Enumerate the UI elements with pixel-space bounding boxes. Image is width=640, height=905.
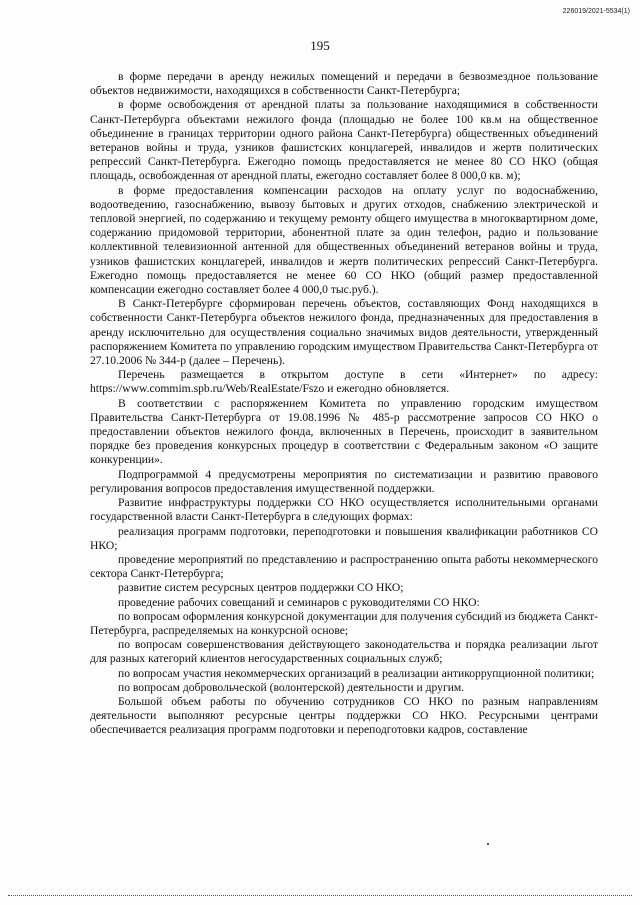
paragraph: в форме передачи в аренду нежилых помещений и передачи в безвозмездное пользование объектов недвижимости, находящихся в собственности Санкт-Петербурга; [90, 70, 598, 98]
footer-rule [8, 895, 632, 897]
paragraph: проведение мероприятий по представлению и распространению опыта работы некоммерческого сектора Санкт-Петербурга; [90, 552, 598, 581]
paragraph: в форме предоставления компенсации расходов на оплату услуг по водоснабжению, водоотведению, газоснабжению, вывозу бытовых и других отходов, снабжению электрической и тепловой энергией, по содержанию и текущему ремонту общего имущества в многоквартирном доме, содержанию придомовой территории, абонентной плате за один телефон, радио и пользование коллективной телевизионной антенной для общественных объединений ветеранов войны и труда, узников фашистских концлагерей, инвалидов и жертв политических репрессий Санкт-Петербурга. Ежегодно помощь предоставляется не менее 60 СО НКО (общий размер предоставленной компенсации ежегодно составляет более 4 000,0 тыс.руб.). [90, 183, 598, 297]
paragraph: по вопросам оформления конкурсной документации для получения субсидий из бюджета Санкт-Петербурга, распределяемых на конкурсной основе; [90, 609, 598, 637]
paragraph: проведение рабочих совещаний и семинаров с руководителями СО НКО: [118, 595, 480, 609]
page-number: 195 [310, 38, 330, 53]
paragraph: развитие систем ресурсных центров поддержки СО НКО; [118, 581, 404, 595]
paragraph: в форме освобождения от арендной платы за пользование находящимися в собственности Санкт-Петербурга объектами нежилого фонда (площадью не более 100 кв.м на общественное объединение в границах территории одного района Санкт-Петербурга) общественных объединений ветеранов войны и труда, узников фашистских концлагерей, инвалидов и жертв политических репрессий Санкт-Петербурга. Ежегодно помощь предоставляется не менее 80 СО НКО (общая площадь, освобожденная от арендной платы, ежегодно составляет более 8 000,0 кв. м); [90, 98, 598, 183]
paragraph: по вопросам участия некоммерческих организаций в реализации антикоррупционной политики; [118, 666, 595, 680]
paragraph: Подпрограммой 4 предусмотрены мероприятия по систематизации и развитию правового регулирования вопросов предоставления имущественной поддержки. [90, 467, 598, 495]
paragraph: В соответствии с распоряжением Комитета по управлению городским имуществом Правительства Санкт-Петербурга от 19.08.1996 № 485-р рассмотрение запросов СО НКО о предоставлении объектов нежилого фонда, включенных в Перечень, происходит в заявительном порядке без проведения конкурсных процедур в соответствии с Федеральным законом «О защите конкуренции». [90, 396, 598, 467]
document-id: 226019/2021-5534(1) [562, 8, 630, 15]
paragraph: Развитие инфраструктуры поддержки СО НКО осуществляется исполнительными органами государственной власти Санкт-Петербурга в следующих формах: [90, 496, 598, 524]
paragraph: В Санкт-Петербурге сформирован перечень объектов, составляющих Фонд находящихся в собственности Санкт-Петербурга объектов нежилого фонда, предназначенных для предоставления в аренду исключительно для осуществления социально значимых видов деятельности, утвержденный распоряжением Комитета по управлению городским имуществом Правительства Санкт-Петербурга от 27.10.2006 № 344-р (далее – Перечень). [90, 297, 598, 368]
body-text [90, 70, 598, 738]
paragraph: Перечень размещается в открытом доступе в сети «Интернет» по адресу: https://www.commim.spb.ru/Web/RealEstate/Fszo и ежегодно обновляется. [90, 368, 598, 396]
paragraph: реализация программ подготовки, переподготовки и повышения квалификации работников СО НКО; [90, 524, 598, 552]
paragraph: Большой объем работы по обучению сотрудников СО НКО по разным направлениям деятельности выполняют ресурсные центры поддержки СО НКО. Ресурсными центрами обеспечивается реализация программ подготовки и переподготовки кадров, составление [90, 694, 598, 737]
paragraph: по вопросам совершенствования действующего законодательства и порядка реализации льгот для разных категорий клиентов негосударственных социальных служб; [90, 638, 598, 666]
scan-speck [487, 843, 489, 845]
paragraph: по вопросам добровольческой (волонтерской) деятельности и другим. [118, 680, 465, 694]
